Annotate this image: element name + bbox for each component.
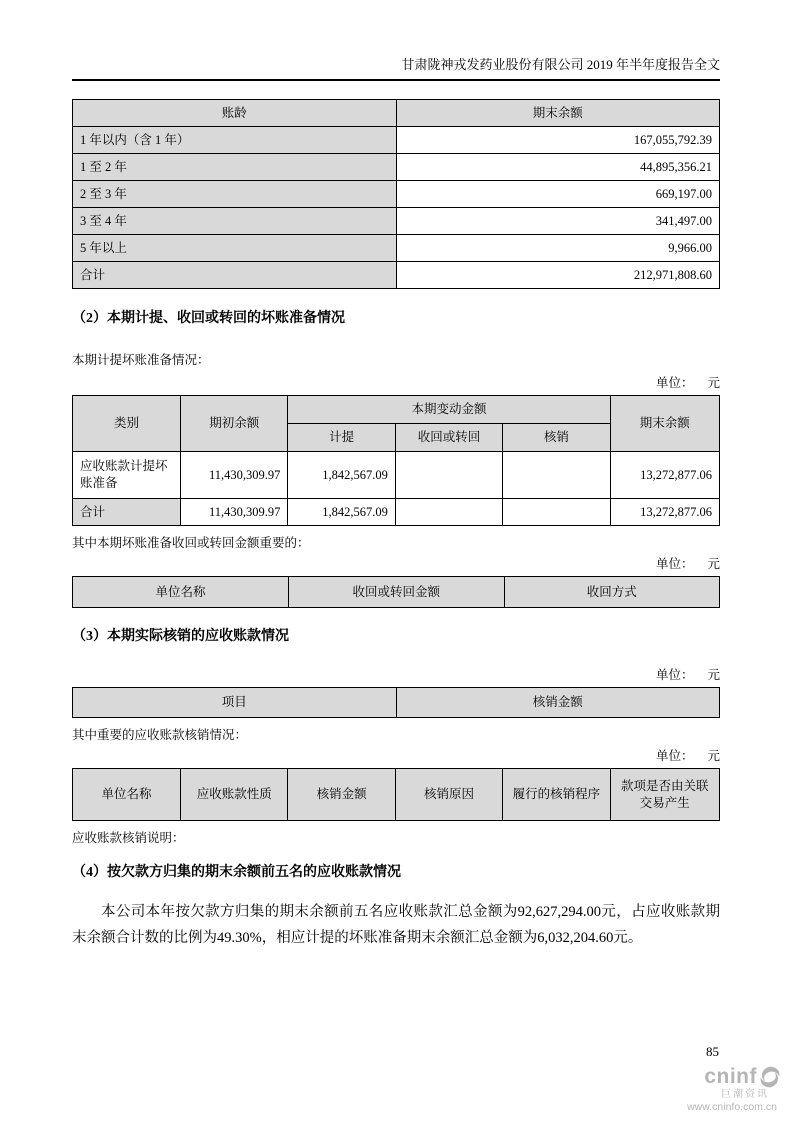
col-header-amount: 核销金额 bbox=[288, 769, 395, 821]
col-header-closing-balance: 期末余额 bbox=[396, 100, 720, 127]
col-header-unit-name: 单位名称 bbox=[73, 577, 289, 608]
unit-line bbox=[72, 668, 720, 683]
col-header-reason: 核销原因 bbox=[395, 769, 502, 821]
provision-total-writeoff bbox=[503, 499, 610, 526]
provision-movement-table bbox=[72, 395, 720, 526]
section-2-heading: （2）本期计提、收回或转回的坏账准备情况 bbox=[72, 311, 345, 326]
important-writeoff-table bbox=[72, 768, 720, 821]
provision-total-recover bbox=[395, 499, 502, 526]
aging-value: 9,966.00 bbox=[396, 235, 720, 262]
col-header-writeoff-amount: 核销金额 bbox=[396, 688, 720, 718]
cninfo-brand-text: cninf bbox=[704, 1065, 757, 1089]
page-number: 85 bbox=[706, 1044, 719, 1059]
provision-total-opening: 11,430,309.97 bbox=[181, 499, 288, 526]
note-writeoff-explain: 应收账款核销说明： bbox=[72, 831, 185, 845]
table-row bbox=[73, 154, 720, 181]
table-row bbox=[73, 452, 720, 499]
writeoff-table bbox=[72, 687, 720, 718]
unit-label: 单位： bbox=[655, 668, 694, 682]
col-header-procedure: 履行的核销程序 bbox=[503, 769, 610, 821]
recovery-table bbox=[72, 576, 720, 608]
provision-closing: 13,272,877.06 bbox=[610, 452, 719, 499]
provision-writeoff bbox=[503, 452, 610, 499]
table-row bbox=[73, 181, 720, 208]
col-header-category: 类别 bbox=[73, 396, 181, 452]
provision-opening: 11,430,309.97 bbox=[181, 452, 288, 499]
col-header-unit-name: 单位名称 bbox=[73, 769, 181, 821]
col-header-item: 项目 bbox=[73, 688, 397, 718]
table-total-row bbox=[73, 499, 720, 526]
note-important-writeoff: 其中重要的应收账款核销情况： bbox=[72, 728, 248, 742]
table-header-row bbox=[73, 100, 720, 127]
col-header-aging: 账龄 bbox=[73, 100, 397, 127]
cninfo-logo-row bbox=[677, 1065, 787, 1088]
note-provision: 本期计提坏账准备情况： bbox=[72, 353, 210, 367]
unit-label: 单位： bbox=[655, 749, 694, 763]
aging-label: 5 年以上 bbox=[73, 235, 397, 262]
col-header-closing: 期末余额 bbox=[610, 396, 719, 452]
table-row bbox=[73, 235, 720, 262]
aging-value: 167,055,792.39 bbox=[396, 127, 720, 154]
provision-accrual: 1,842,567.09 bbox=[288, 452, 395, 499]
col-header-nature: 应收账款性质 bbox=[181, 769, 288, 821]
aging-label: 2 至 3 年 bbox=[73, 181, 397, 208]
section-4-heading: （4）按欠款方归集的期末余额前五名的应收账款情况 bbox=[72, 865, 401, 880]
col-header-opening: 期初余额 bbox=[181, 396, 288, 452]
unit-line bbox=[72, 557, 720, 572]
table-row bbox=[73, 208, 720, 235]
provision-total-closing: 13,272,877.06 bbox=[610, 499, 719, 526]
cninfo-url: www.cninfo.com.cn bbox=[687, 1101, 777, 1114]
unit-line bbox=[72, 376, 720, 391]
table-total-row bbox=[73, 262, 720, 289]
col-header-recover: 收回或转回 bbox=[395, 424, 502, 452]
unit-value: 元 bbox=[707, 749, 720, 763]
aging-value: 341,497.00 bbox=[396, 208, 720, 235]
aging-label: 1 至 2 年 bbox=[73, 154, 397, 181]
table-header-row bbox=[73, 688, 720, 718]
col-header-writeoff: 核销 bbox=[503, 424, 610, 452]
col-header-recover-amount: 收回或转回金额 bbox=[289, 577, 504, 608]
aging-label: 1 年以内（含 1 年） bbox=[73, 127, 397, 154]
col-header-change-group: 本期变动金额 bbox=[288, 396, 610, 424]
unit-label: 单位： bbox=[655, 376, 694, 390]
col-header-related-party: 款项是否由关联交易产生 bbox=[610, 769, 719, 821]
provision-total-label: 合计 bbox=[73, 499, 181, 526]
aging-total-value: 212,971,808.60 bbox=[396, 262, 720, 289]
document-header-title: 甘肃陇神戎发药业股份有限公司 2019 年半年度报告全文 bbox=[72, 57, 720, 81]
cninfo-logo bbox=[677, 1065, 787, 1114]
aging-value: 669,197.00 bbox=[396, 181, 720, 208]
note-recovery: 其中本期坏账准备收回或转回金额重要的： bbox=[72, 536, 310, 550]
section-4-paragraph: 本公司本年按欠款方归集的期末余额前五名应收账款汇总金额为92,627,294.00元，占应收账款期末余额合计数的比例为49.30%，相应计提的坏账准备期末余额汇总金额为6,032,204.60元。 bbox=[72, 904, 720, 946]
col-header-recover-method: 收回方式 bbox=[504, 577, 719, 608]
unit-value: 元 bbox=[707, 557, 720, 571]
cninfo-chinese-name: 巨潮资讯 bbox=[721, 1089, 769, 1101]
aging-balance-table bbox=[72, 99, 720, 289]
aging-total-label: 合计 bbox=[73, 262, 397, 289]
section-3-heading: （3）本期实际核销的应收账款情况 bbox=[72, 629, 289, 644]
aging-label: 3 至 4 年 bbox=[73, 208, 397, 235]
unit-label: 单位： bbox=[655, 557, 694, 571]
unit-value: 元 bbox=[707, 376, 720, 390]
table-header-row bbox=[73, 577, 720, 608]
unit-value: 元 bbox=[707, 668, 720, 682]
provision-total-accrual: 1,842,567.09 bbox=[288, 499, 395, 526]
cninfo-swirl-icon bbox=[759, 1066, 781, 1088]
table-header-row bbox=[73, 396, 720, 424]
col-header-accrual: 计提 bbox=[288, 424, 395, 452]
provision-category: 应收账款计提坏账准备 bbox=[73, 452, 181, 499]
unit-line bbox=[72, 749, 720, 764]
table-header-row bbox=[73, 769, 720, 821]
table-row bbox=[73, 127, 720, 154]
provision-recover bbox=[395, 452, 502, 499]
aging-value: 44,895,356.21 bbox=[396, 154, 720, 181]
